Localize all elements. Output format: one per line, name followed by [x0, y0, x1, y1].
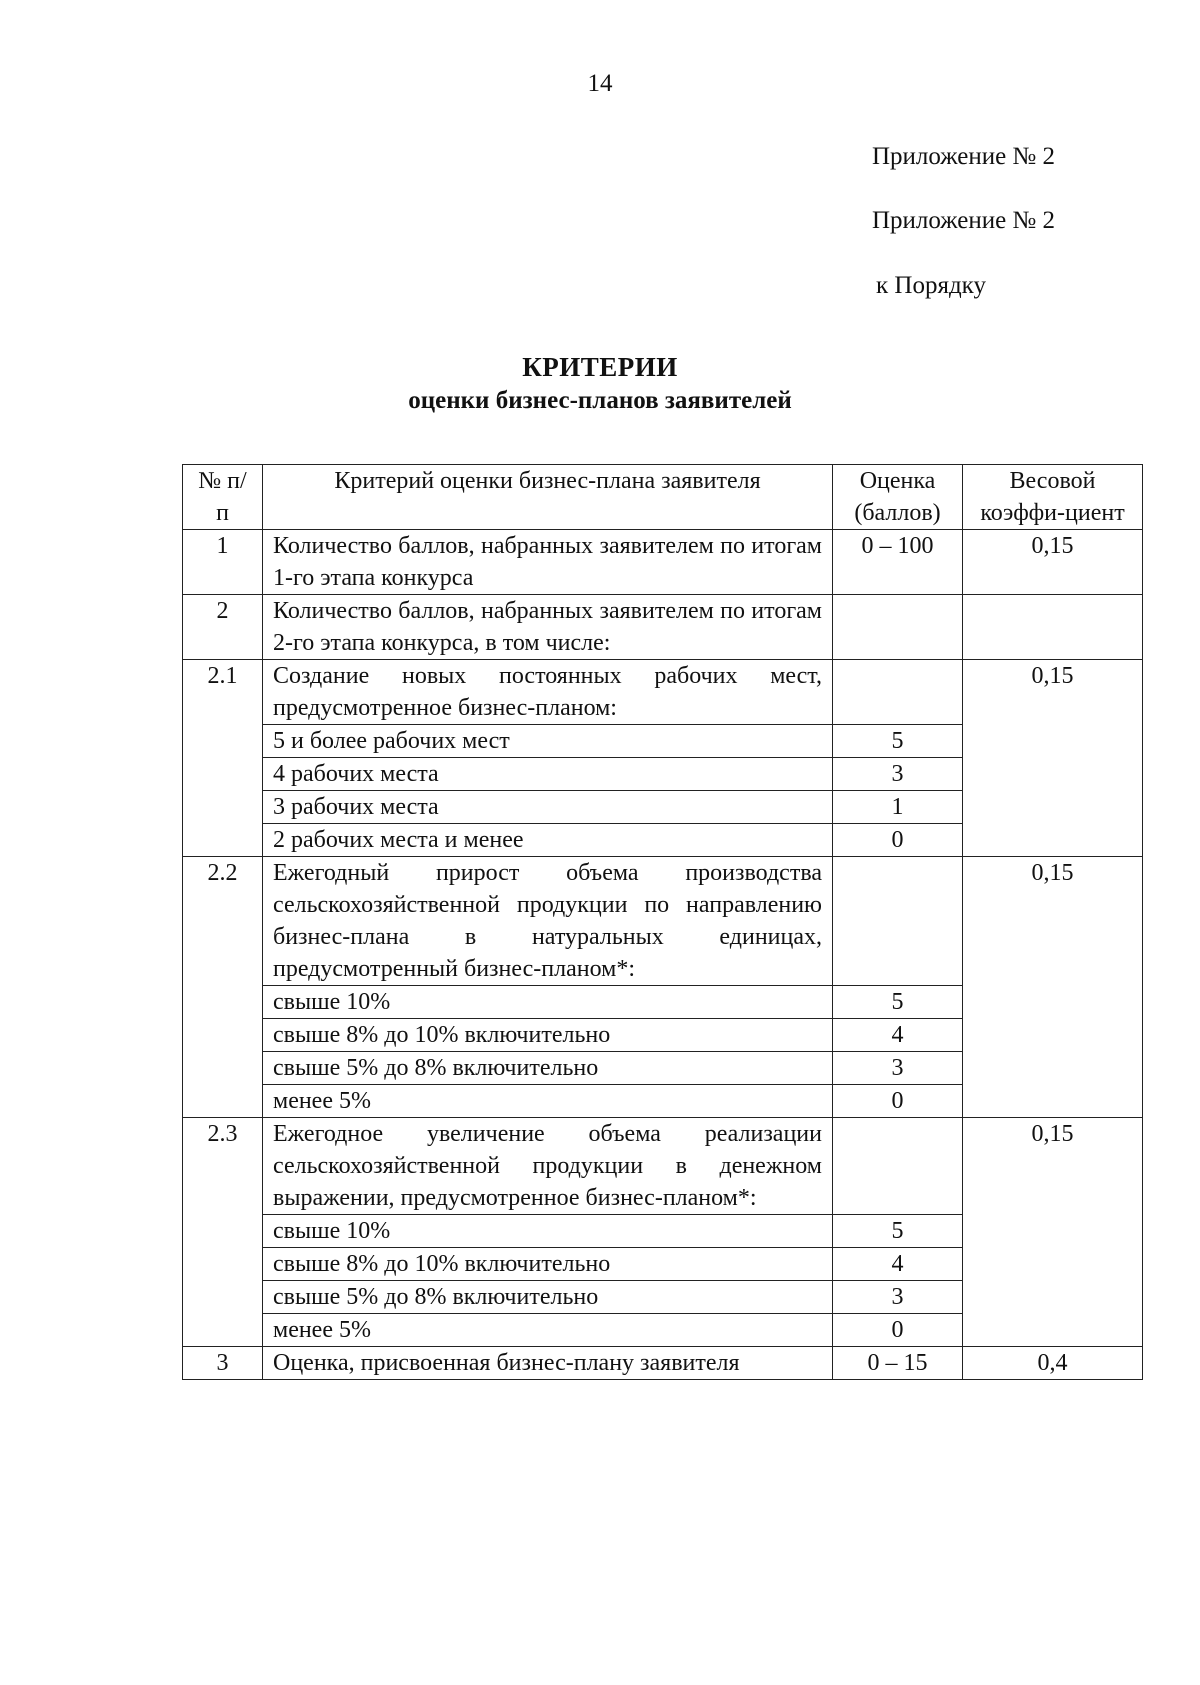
- subrow-criterion: менее 5%: [263, 1314, 833, 1347]
- subrow-criterion: 5 и более рабочих мест: [263, 725, 833, 758]
- document-title: КРИТЕРИИ: [522, 352, 678, 382]
- row-number: 3: [183, 1347, 263, 1380]
- subrow-score: 0: [833, 1085, 963, 1118]
- row-criterion: Количество баллов, набранных заявителем по итогам 1-го этапа конкурса: [263, 530, 833, 595]
- row-criterion: Ежегодный прирост объема производства сельскохозяйственной продукции по направлению бизнес-плана в натуральных единицах, предусмотренный бизнес-планом*:: [263, 857, 833, 986]
- table-row: [183, 530, 1143, 595]
- subrow-criterion: свыше 8% до 10% включительно: [263, 1248, 833, 1281]
- subrow-criterion: менее 5%: [263, 1085, 833, 1118]
- row-score: [833, 660, 963, 725]
- subrow-score: 4: [833, 1248, 963, 1281]
- row-criterion: Ежегодное увеличение объема реализации сельскохозяйственной продукции в денежном выражении, предусмотренное бизнес-планом*:: [263, 1118, 833, 1215]
- row-score: [833, 1118, 963, 1215]
- subrow-score: 4: [833, 1019, 963, 1052]
- row-number: 1: [183, 530, 263, 595]
- row-criterion: Оценка, присвоенная бизнес-плану заявителя: [263, 1347, 833, 1380]
- subrow-criterion: свыше 8% до 10% включительно: [263, 1019, 833, 1052]
- subrow-score: 0: [833, 1314, 963, 1347]
- row-weight: 0,4: [963, 1347, 1143, 1380]
- annex-reference: к Порядку: [876, 272, 986, 299]
- subrow-score: 3: [833, 1052, 963, 1085]
- page-number: 14: [587, 70, 613, 97]
- subrow-score: 1: [833, 791, 963, 824]
- row-criterion: Создание новых постоянных рабочих мест, предусмотренное бизнес-планом:: [263, 660, 833, 725]
- subrow-score: 3: [833, 758, 963, 791]
- header-number: № п/п: [183, 465, 263, 530]
- subrow-score: 5: [833, 1215, 963, 1248]
- row-weight: 0,15: [963, 530, 1143, 595]
- header-score: Оценка (баллов): [833, 465, 963, 530]
- row-criterion: Количество баллов, набранных заявителем по итогам 2-го этапа конкурса, в том числе:: [263, 595, 833, 660]
- subrow-score: 5: [833, 725, 963, 758]
- row-number: 2.2: [183, 857, 263, 1118]
- subrow-criterion: свыше 5% до 8% включительно: [263, 1052, 833, 1085]
- table-row: [183, 857, 1143, 986]
- subrow-criterion: свыше 5% до 8% включительно: [263, 1281, 833, 1314]
- subrow-score: 3: [833, 1281, 963, 1314]
- subrow-criterion: 2 рабочих места и менее: [263, 824, 833, 857]
- header-weight: Весовой коэффи-циент: [963, 465, 1143, 530]
- row-weight: 0,15: [963, 660, 1143, 857]
- subrow-criterion: свыше 10%: [263, 1215, 833, 1248]
- header-criterion: Критерий оценки бизнес-плана заявителя: [263, 465, 833, 530]
- row-weight: 0,15: [963, 1118, 1143, 1347]
- subrow-criterion: 4 рабочих места: [263, 758, 833, 791]
- table-row: [183, 1118, 1143, 1215]
- row-number: 2: [183, 595, 263, 660]
- document-subtitle: оценки бизнес-планов заявителей: [408, 387, 792, 414]
- subrow-score: 5: [833, 986, 963, 1019]
- table-row: [183, 1347, 1143, 1380]
- row-score: [833, 595, 963, 660]
- row-score: 0 – 15: [833, 1347, 963, 1380]
- row-number: 2.3: [183, 1118, 263, 1347]
- row-score: 0 – 100: [833, 530, 963, 595]
- table-row: [183, 595, 1143, 660]
- row-weight: 0,15: [963, 857, 1143, 1118]
- row-score: [833, 857, 963, 986]
- row-number: 2.1: [183, 660, 263, 857]
- row-weight: [963, 595, 1143, 660]
- table-header-row: [183, 465, 1143, 530]
- subrow-criterion: свыше 10%: [263, 986, 833, 1019]
- annex-label: Приложение № 2: [872, 143, 1056, 170]
- subrow-criterion: 3 рабочих места: [263, 791, 833, 824]
- table-row: [183, 660, 1143, 725]
- criteria-table: [182, 464, 1143, 1380]
- subrow-score: 0: [833, 824, 963, 857]
- annex-label-repeat: Приложение № 2: [872, 207, 1056, 234]
